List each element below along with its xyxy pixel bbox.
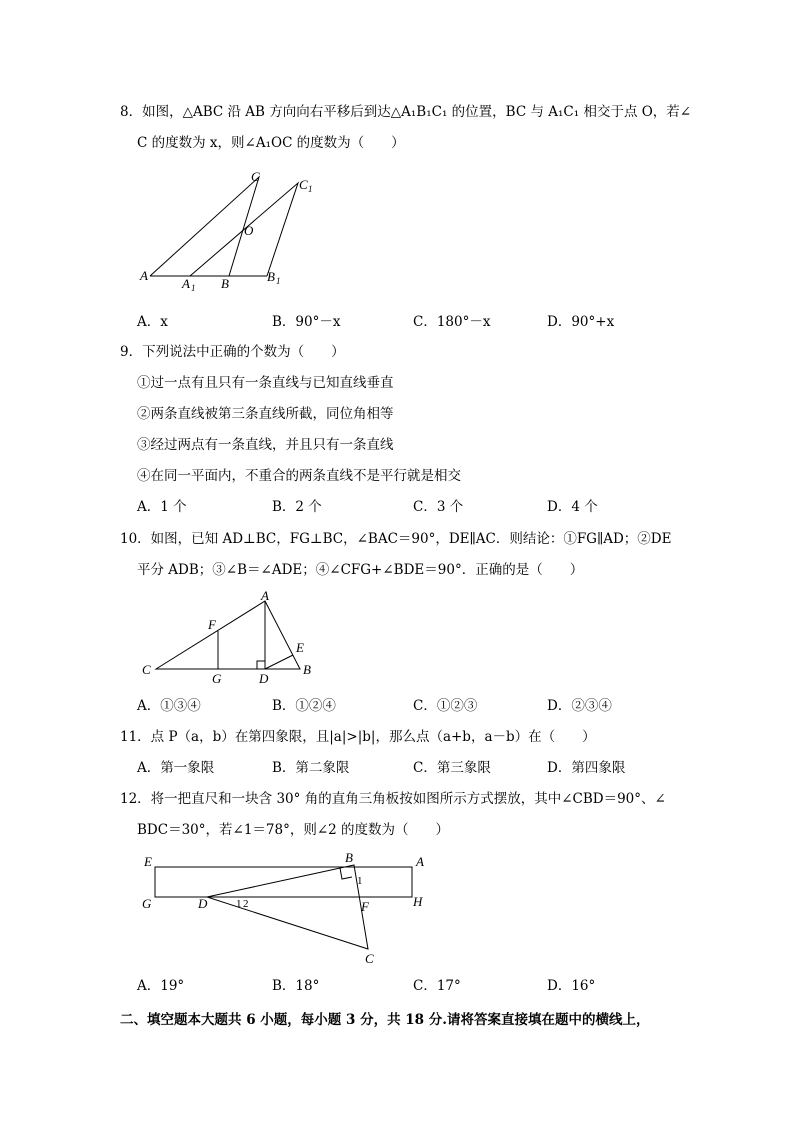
label-d: D — [198, 896, 208, 911]
q12-stem-line2: BDC＝30°，若∠1＝78°，则∠2 的度数为（ ） — [137, 822, 450, 838]
label-a1-sub: 1 — [191, 283, 196, 293]
label-a: A — [261, 588, 269, 603]
q10-option-d[interactable]: D．②③④ — [547, 698, 612, 714]
label-c: C — [251, 169, 260, 184]
label-c: C — [142, 662, 151, 677]
q9-item-1: ①过一点有且只有一条直线与已知直线垂直 — [137, 375, 394, 391]
q12-stem-line1: 12．将一把直尺和一块含 30° 角的直角三角板按如图所示方式摆放，其中∠CBD＝90°、∠ — [120, 791, 666, 807]
label-c: C — [365, 951, 374, 966]
q10-stem-line2: 平分 ADB；③∠B＝∠ADE；④∠CFG+∠BDE＝90°．正确的是（ ） — [137, 562, 584, 578]
label-a: A — [140, 268, 148, 283]
q8-stem-line1: 8．如图，△ABC 沿 AB 方向向右平移后到达△A₁B₁C₁ 的位置，BC 与 A₁C₁ 相交于点 O，若∠ — [120, 104, 692, 120]
label-angle-1: 1 — [357, 875, 363, 887]
label-e: E — [144, 854, 152, 869]
label-a: A — [416, 854, 424, 869]
q9-option-b[interactable]: B．2 个 — [272, 499, 322, 515]
label-b: B — [303, 662, 311, 677]
q11-option-c[interactable]: C．第三象限 — [413, 760, 491, 776]
segment-de — [265, 655, 293, 669]
right-angle-mark — [340, 868, 352, 879]
q10-option-a[interactable]: A．①③④ — [137, 698, 201, 714]
q8-option-d[interactable]: D．90°+x — [547, 314, 615, 330]
q8-figure — [135, 165, 325, 295]
right-angle-mark — [257, 661, 265, 669]
q9-item-3: ③经过两点有一条直线，并且只有一条直线 — [137, 437, 394, 453]
label-g: G — [142, 896, 152, 911]
q10-figure — [135, 588, 325, 688]
q12-option-d[interactable]: D．16° — [547, 978, 596, 994]
label-c1: C — [299, 177, 308, 192]
label-d: D — [259, 671, 269, 686]
q8-option-b[interactable]: B．90°－x — [272, 314, 341, 330]
label-g: G — [212, 671, 222, 686]
q10-option-c[interactable]: C．①②③ — [413, 698, 478, 714]
triangle-abc — [150, 177, 259, 276]
q9-option-c[interactable]: C．3 个 — [413, 499, 464, 515]
label-angle-1-lower: 1 — [236, 898, 242, 910]
q11-option-d[interactable]: D．第四象限 — [547, 760, 626, 776]
q12-option-c[interactable]: C．17° — [413, 978, 461, 994]
q9-stem: 9．下列说法中正确的个数为（ ） — [120, 344, 345, 360]
label-h: H — [413, 894, 423, 909]
q9-option-d[interactable]: D．4 个 — [547, 499, 598, 515]
q12-option-a[interactable]: A．19° — [137, 978, 185, 994]
q10-option-b[interactable]: B．①②④ — [272, 698, 336, 714]
label-a1: A — [182, 276, 190, 291]
triangle-abc — [156, 601, 300, 669]
label-b: B — [345, 850, 353, 865]
q11-option-b[interactable]: B．第二象限 — [272, 760, 350, 776]
q11-option-a[interactable]: A．第一象限 — [137, 760, 215, 776]
label-e: E — [296, 640, 304, 655]
q8-option-a[interactable]: A．x — [137, 314, 168, 330]
q9-item-2: ②两条直线被第三条直线所截，同位角相等 — [137, 406, 394, 422]
q11-stem: 11．点 P（a，b）在第四象限，且|a|>|b|，那么点（a+b，a－b）在（ ） — [120, 729, 596, 745]
label-f: F — [208, 617, 216, 632]
q8-stem-line2: C 的度数为 x，则∠A₁OC 的度数为（ ） — [137, 135, 405, 151]
q9-option-a[interactable]: A．1 个 — [137, 499, 187, 515]
label-f: F — [361, 899, 369, 914]
q12-figure — [135, 848, 435, 970]
label-b1: B — [267, 269, 275, 284]
section-2-title: 二、填空题本大题共 6 小题，每小题 3 分，共 18 分.请将答案直接填在题中的横线上， — [120, 1012, 650, 1028]
label-b: B — [221, 276, 229, 291]
ruler — [155, 867, 412, 897]
q9-item-4: ④在同一平面内，不重合的两条直线不是平行就是相交 — [137, 468, 461, 484]
q10-stem-line1: 10．如图，已知 AD⊥BC，FG⊥BC，∠BAC＝90°，DE∥AC．则结论：①FG∥AD；②DE — [120, 531, 672, 547]
label-angle-2: 2 — [243, 898, 249, 910]
q12-option-b[interactable]: B．18° — [272, 978, 320, 994]
q8-option-c[interactable]: C．180°－x — [413, 314, 491, 330]
label-b1-sub: 1 — [276, 276, 281, 286]
label-c1-sub: 1 — [308, 184, 313, 194]
set-square-bcd — [207, 865, 368, 949]
label-o: O — [244, 223, 254, 238]
